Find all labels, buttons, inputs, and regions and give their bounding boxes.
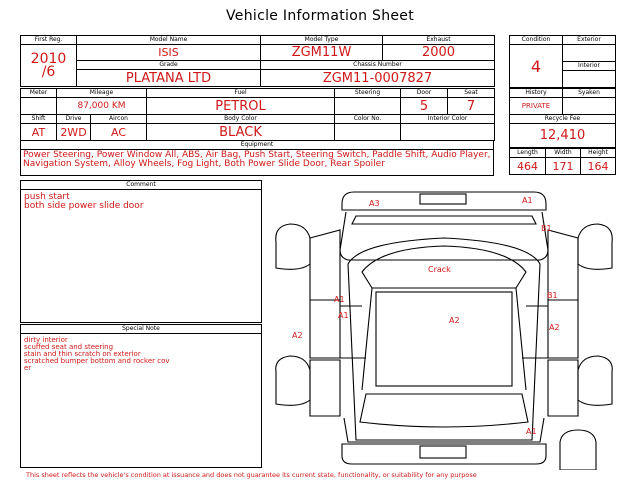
history-table — [509, 88, 616, 148]
comment-label: Comment — [21, 181, 261, 190]
exhaust-label: Exhaust — [383, 36, 495, 45]
mileage-value: 87,000 KM — [57, 98, 147, 115]
drive-label: Drive — [57, 115, 91, 124]
roof — [376, 292, 512, 386]
damage-mark-a1-bottom: A1 — [526, 427, 537, 436]
condition-label: Condition — [510, 36, 563, 45]
equipment-text: Power Steering, Power Window All, ABS, Air Bag, Push Start, Steering Switch, Paddle Shift, Audio Player, Navigation System, Alloy Wheels, Fog Light, Both Power Slide Door, Rear Spoiler — [23, 150, 491, 169]
first-reg-value — [21, 45, 77, 87]
rear-bumper — [342, 444, 546, 464]
comment-box — [20, 180, 262, 323]
condition-value: 4 — [510, 45, 563, 88]
interior-value — [563, 71, 616, 88]
chassis-label: Chassis Number — [261, 61, 495, 70]
aircon-value: AC — [91, 124, 147, 141]
shift-label: Shift — [21, 115, 57, 124]
damage-mark-a1-left: A1 — [334, 295, 345, 304]
front-right-fender — [548, 230, 578, 300]
special-note-box — [20, 324, 262, 468]
width-label: Width — [546, 149, 581, 158]
syaken-value — [563, 98, 616, 115]
exterior-label: Exterior — [563, 36, 616, 45]
interior-color-label: Interior Color — [401, 115, 495, 124]
damage-mark-a1-left2: A1 — [338, 311, 349, 320]
hood — [352, 216, 536, 224]
equipment-label: Equipment — [21, 141, 493, 150]
model-name-value: ISIS — [77, 45, 261, 61]
car-damage-diagram — [270, 180, 618, 470]
left-front-door — [310, 300, 340, 358]
equipment-box — [20, 140, 494, 176]
door-label: Door — [401, 89, 448, 98]
vehicle-spec-table — [20, 88, 495, 115]
front-right-wheel — [578, 224, 612, 269]
front-left-wheel — [276, 224, 310, 269]
comment-text: push start both side power slide door — [24, 192, 144, 211]
grade-label: Grade — [77, 61, 261, 70]
interior-color-value — [401, 124, 495, 141]
damage-mark-a2-left: A2 — [292, 331, 303, 340]
rear-left-wheel — [276, 356, 310, 405]
drive-value: 2WD — [57, 124, 91, 141]
model-name-label: Model Name — [77, 36, 261, 45]
width-value: 171 — [546, 158, 581, 175]
page-title: Vehicle Information Sheet — [226, 8, 414, 24]
special-note-label: Special Note — [21, 325, 261, 334]
damage-mark-crack: Crack — [428, 265, 451, 274]
syaken-label: Syaken — [563, 89, 616, 98]
length-label: Length — [510, 149, 546, 158]
condition-table — [509, 35, 616, 88]
length-value: 464 — [510, 158, 546, 175]
right-rear-door — [548, 360, 578, 416]
damage-mark-a1-top: A1 — [522, 196, 533, 205]
grade-value: PLATANA LTD — [77, 70, 261, 87]
front-left-fender — [310, 230, 340, 300]
main-info-table — [20, 35, 495, 87]
damage-mark-b1-top: B1 — [541, 224, 552, 233]
color-spec-table — [20, 114, 495, 141]
interior-label: Interior — [563, 62, 616, 71]
meter-label: Meter — [21, 89, 57, 98]
damage-mark-a2-center: A2 — [449, 316, 460, 325]
chassis-value: ZGM11-0007827 — [261, 70, 495, 87]
first-reg-label: First Reg. — [21, 36, 77, 45]
history-value: PRIVATE — [510, 98, 563, 115]
height-value: 164 — [581, 158, 616, 175]
rear-window — [360, 394, 528, 427]
exterior-value — [563, 45, 616, 62]
left-rear-door — [310, 360, 340, 416]
tailgate — [344, 418, 544, 442]
shift-value: AT — [21, 124, 57, 141]
damage-mark-b1-right: B1 — [547, 291, 558, 300]
aircon-label: Aircon — [91, 115, 147, 124]
special-note-text: dirty interior scuffed seat and steering stain and thin scratch on exterior scratched bumper bottom and rocker cov er — [24, 336, 170, 372]
body-color-label: Body Color — [147, 115, 335, 124]
bonnet-outline — [340, 212, 548, 260]
seat-label: Seat — [448, 89, 495, 98]
rear-plate — [420, 446, 466, 458]
meter-value — [21, 98, 57, 115]
model-type-label: Model Type — [261, 36, 383, 45]
first-reg-value-text: 2010 /6 — [30, 50, 67, 80]
color-no-label: Color No. — [335, 115, 401, 124]
dimensions-table — [509, 148, 616, 175]
mileage-label: Mileage — [57, 89, 147, 98]
history-label: History — [510, 89, 563, 98]
exhaust-value: 2000 — [383, 45, 495, 61]
model-type-value: ZGM11W — [261, 45, 383, 61]
damage-mark-a3: A3 — [369, 199, 380, 208]
fuel-label: Fuel — [147, 89, 335, 98]
rear-right-wheel — [578, 356, 612, 405]
damage-mark-a2-right: A2 — [549, 323, 560, 332]
steering-value — [335, 98, 401, 115]
door-value: 5 — [401, 98, 448, 115]
recycle-fee-value: 12,410 — [510, 124, 616, 148]
front-plate — [420, 194, 466, 204]
steering-label: Steering — [335, 89, 401, 98]
seat-value: 7 — [448, 98, 495, 115]
fuel-value: PETROL — [147, 98, 335, 115]
spare-wheel — [560, 430, 596, 470]
body-color-value: BLACK — [147, 124, 335, 141]
recycle-fee-label: Recycle Fee — [510, 115, 616, 124]
disclaimer-footer: This sheet reflects the vehicle's condition at issuance and does not guarantee its current state, functionality, or suitability for any purpose — [26, 471, 477, 479]
color-no-value — [335, 124, 401, 141]
height-label: Height — [581, 149, 616, 158]
